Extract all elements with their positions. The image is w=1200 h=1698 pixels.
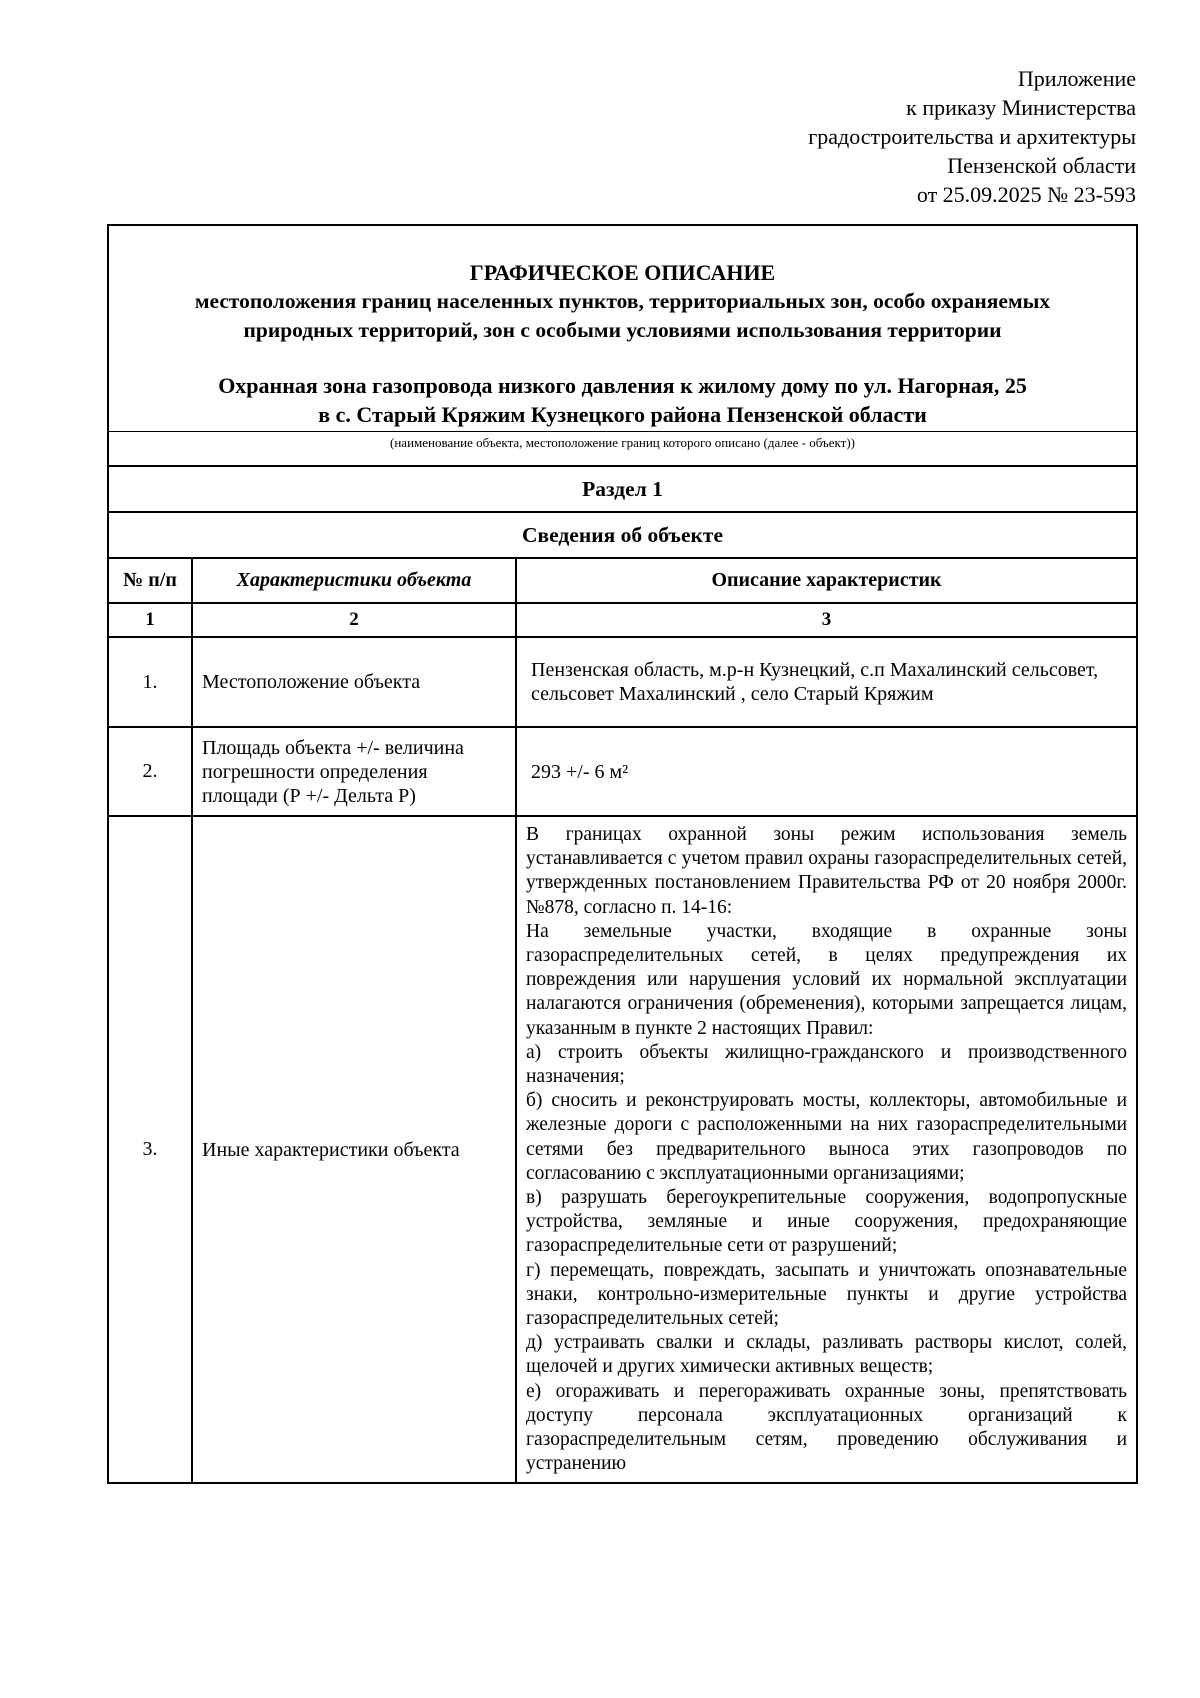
column-header: Характеристики объекта [192,558,516,603]
graphic-description-table [107,224,1138,1484]
column-header: № п/п [108,558,192,603]
row-index: 2. [108,727,192,816]
description-paragraph: а) строить объекты жилищно-гражданского и производственного назначения; [526,1041,1128,1088]
document-title: ГРАФИЧЕСКОЕ ОПИСАНИЕ [469,260,776,285]
column-number: 1 [108,603,192,637]
description-paragraph: в) разрушать берегоукрепительные сооружения, водопропускные устройства, земляные и иные сооружения, предохраняющие газораспределительные сети от разрушений; [526,1187,1128,1257]
description-paragraph: г) перемещать, повреждать, засыпать и уничтожать опознавательные знаки, контрольно-измерительные пункты и другие устройства газораспределительных сетей; [526,1259,1128,1330]
appendix-line: Приложение [1017,66,1136,91]
appendix-line: Пензенской области [947,153,1136,178]
row-characteristic: Иные характеристики объекта [192,816,516,1483]
object-caption: (наименование объекта, местоположение границ которого описано (далее - объект)) [108,432,1137,467]
description-paragraph: б) сносить и реконструировать мосты, коллекторы, автомобильные и железные дороги с расположенными на них газораспределительными сетями без предварительного выноса этих газопроводов по согласованию с эксплуатационными организациями; [526,1090,1128,1184]
document-subtitle: местоположения границ населенных пунктов, территориальных зон, особо охраняемых [194,289,1051,313]
row-index: 3. [108,816,192,1483]
row-index: 1. [108,637,192,727]
section-title: Раздел 1 [108,466,1137,512]
description-paragraph: В границах охранной зоны режим использования земель устанавливается с учетом правил охраны газораспределительных сетей, утвержденных постановлением Правительства РФ от 20 ноября 2000г. №878, согласно п. 14-16: [526,824,1128,918]
row-description: Пензенская область, м.р-н Кузнецкий, с.п Махалинский сельсовет, сельсовет Махалинский , село Старый Кряжим [516,637,1137,727]
column-header: Описание характеристик [516,558,1137,603]
row-description: 293 +/- 6 м² [516,727,1137,816]
row-description [516,816,1137,1483]
column-number: 3 [516,603,1137,637]
table-row [108,727,1137,816]
column-number: 2 [192,603,516,637]
table-row [108,637,1137,727]
section-row [108,466,1137,512]
description-paragraph: На земельные участки, входящие в охранные зоны газораспределительных сетей, в целях предупреждения их повреждения или нарушения условий их нормальной эксплуатации налагаются ограничения (обременения), которыми запрещается лицам, указанным в пункте 2 настоящих Правил: [526,920,1128,1039]
row-characteristic: Местоположение объекта [192,637,516,727]
table-row [108,816,1137,1483]
object-name-line: в с. Старый Кряжим Кузнецкого района Пензенской области [318,402,927,427]
document-subtitle: природных территорий, зон с особыми условиями использования территории [243,318,1002,342]
title-cell [108,225,1137,432]
section-subtitle: Сведения об объекте [108,512,1137,558]
appendix-block [808,64,1136,209]
title-row [108,225,1137,432]
column-header-row [108,558,1137,603]
appendix-line: от 25.09.2025 № 23-593 [916,182,1136,207]
description-paragraph: д) устраивать свалки и склады, разливать растворы кислот, солей, щелочей и других химически активных веществ; [526,1332,1128,1378]
object-name-line: Охранная зона газопровода низкого давления к жилому дому по ул. Нагорная, 25 [218,373,1027,398]
caption-row [108,432,1137,467]
appendix-line: к приказу Министерства [906,95,1136,120]
appendix-line: градостроительства и архитектуры [808,124,1136,149]
object-name [109,371,1136,431]
row-characteristic: Площадь объекта +/- величина погрешности определения площади (Р +/- Дельта Р) [192,727,516,816]
description-paragraph: е) огораживать и перегораживать охранные зоны, препятствовать доступу персонала эксплуатационных организаций к газораспределительным сетям, проведению обслуживания и устранению [526,1380,1128,1475]
column-number-row [108,603,1137,637]
section-subtitle-row [108,512,1137,558]
